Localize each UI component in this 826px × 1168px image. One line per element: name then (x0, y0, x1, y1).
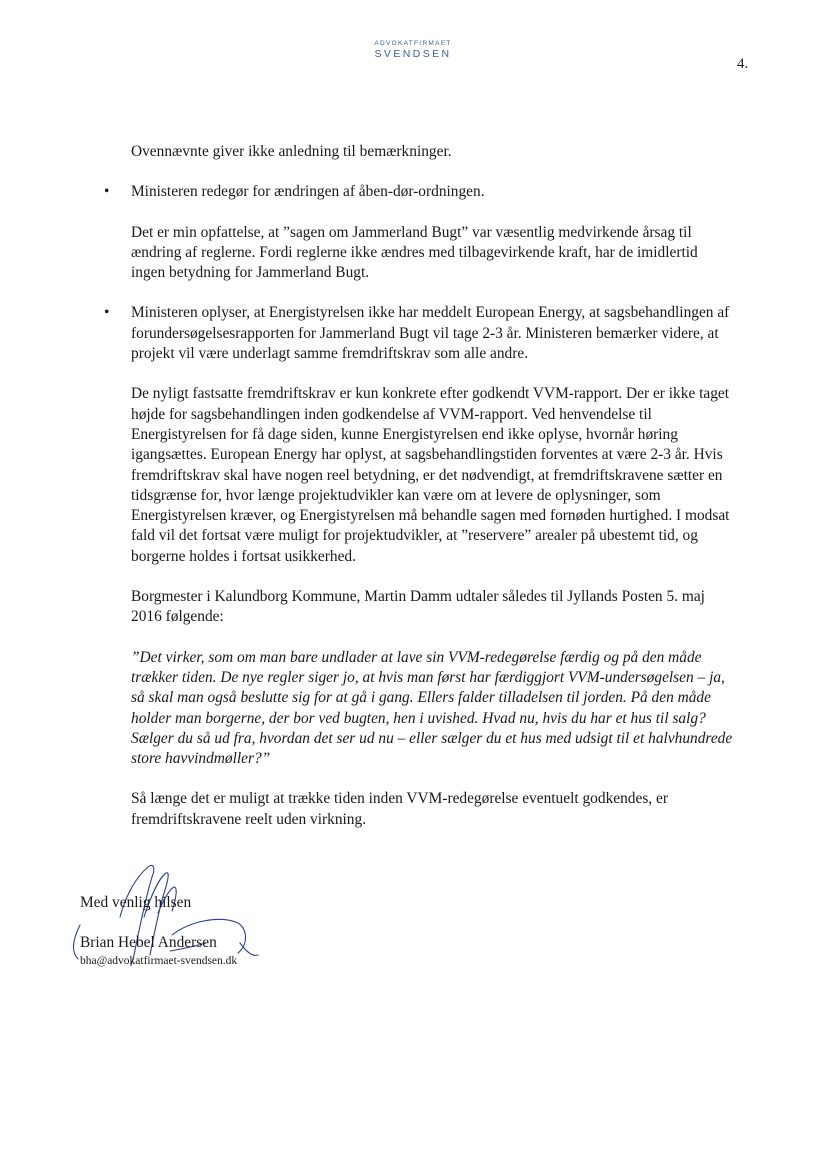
paragraph-1: Det er min opfattelse, at ”sagen om Jammerland Bugt” var væsentlig medvirkende årsag til ændring af reglerne. Fordi reglerne ikke ændres med tilbagevirkende kraft, har de imidlertid ingen betydning for Jammerland Bugt. (131, 223, 698, 282)
closing-salutation: Med venlig hilsen (80, 894, 192, 911)
signer-name: Brian Hebel Andersen (80, 934, 217, 951)
page-number: 4. (737, 56, 749, 72)
letterhead (0, 39, 826, 60)
paragraph-2: De nyligt fastsatte fremdriftskrav er kun konkrete efter godkendt VVM-rapport. Der er ikke taget højde for sagsbehandlingen inden godkendelse af VVM-rapport. Ved henvendelse til Energistyrelsen for få dage siden, kunne Energistyrelsen end ikke oplyse, hvornår høring igangsættes. European Energy har oplyst, at sagsbehandlingstiden forventes at være 2-3 år. Hvis fremdriftskrav skal have nogen reel betydning, er det nødvendigt, at fremdriftskravene sætter en tidsgrænse for, hvor længe projektudvikler kan være om at levere de oplysninger, som Energistyrelsen kræver, og Energistyrelsen må behandle sagen med fornøden hurtighed. I modsat fald vil det fortsat være muligt for projektudvikler, at ”reservere” arealer på ubestemt tid, og borgerne holdes i fortsat usikkerhed. (131, 385, 730, 565)
bullet-icon: • (104, 183, 110, 201)
letterhead-firm-type: ADVOKATFIRMAET (374, 40, 452, 47)
bullet-text-2: Ministeren oplyser, at Energistyrelsen ikke har meddelt European Energy, at sagsbehandlingen af forundersøgelsesrapporten for Jammerland Bugt vil tage 2-3 år. Ministeren bemærker videre, at projekt vil være underlagt samme fremdriftskrav som alle andre. (131, 304, 730, 363)
signer-email: bha@advokatfirmaet-svendsen.dk (80, 955, 238, 967)
letterhead-firm-name: SVENDSEN (374, 48, 452, 60)
bullet-icon: • (104, 304, 110, 322)
letter-body (104, 142, 733, 850)
signature-block (80, 893, 237, 968)
intro-paragraph: Ovennævnte giver ikke anledning til bemærkninger. (131, 143, 452, 160)
quotation: ”Det virker, som om man bare undlader at lave sin VVM-redegørelse færdig og på den måde trækker tiden. De nye regler siger jo, at hvis man først har færdiggjort VVM-undersøgelsen – ja, så skal man også beslutte sig for at gå i gang. Ellers falder tilladelsen til jorden. På den måde holder man borgerne, der bor ved bugten, hen i uvished. Hvad nu, hvis du har et hus til salg? Sælger du så ud fra, hvordan det ser ud nu – eller sælger du et hus med udsigt til et halvhundrede store havvindmøller?” (131, 648, 733, 768)
paragraph-3: Borgmester i Kalundborg Kommune, Martin Damm udtaler således til Jyllands Posten 5. maj 2016 følgende: (131, 588, 705, 626)
bullet-item-1 (104, 182, 733, 202)
bullet-item-2 (104, 303, 733, 364)
bullet-text-1: Ministeren redegør for ændringen af åben-dør-ordningen. (131, 183, 485, 201)
paragraph-4: Så længe det er muligt at trække tiden inden VVM-redegørelse eventuelt godkendes, er fremdriftskravene reelt uden virkning. (131, 790, 668, 828)
